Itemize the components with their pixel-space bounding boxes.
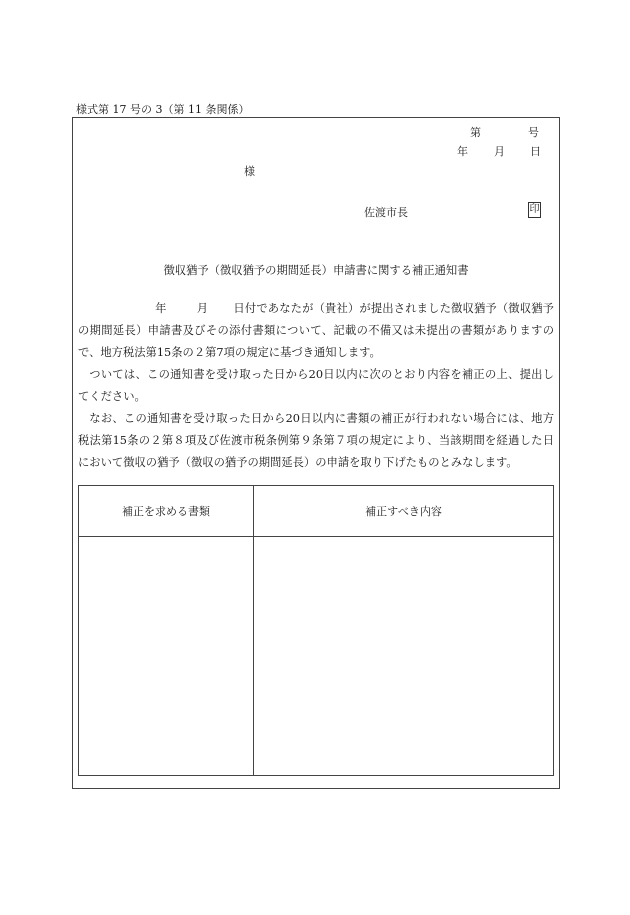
body-text <box>78 298 554 474</box>
cell-corrections[interactable] <box>254 537 554 776</box>
document-title: 徴収猶予（徴収猶予の期間延長）申請書に関する補正通知書 <box>163 264 469 277</box>
body-paragraph-1-rest: 予の期間延長）申請書及びその添付書類について、記載の不備又は未提出の書類がありますので、地方税法第15条の２第7項の規定に基づき通知します。 <box>78 302 554 359</box>
table-row <box>79 537 554 776</box>
date-day-label: 日 <box>530 145 541 158</box>
body-paragraph-3: なお、この通知書を受け取った日から20日以内に書類の補正が行われない場合には、地方税法第15条の２第８項及び佐渡市税条例第９条第７項の規定により、当該期間を経過した日において徴収の猶予（徴収の猶予の期間延長）の申請を取り下げたものとみなします。 <box>78 412 554 469</box>
cell-documents[interactable] <box>79 537 254 776</box>
issuer-name: 佐渡市長 <box>364 206 408 219</box>
form-number-label: 様式第 17 号の 3（第 11 条関係） <box>76 103 250 116</box>
body-paragraph-2: ついては、この通知書を受け取った日から20日以内に次のとおり内容を補正の上、提出してください。 <box>78 368 554 403</box>
header-corrections: 補正すべき内容 <box>254 486 554 537</box>
seal-mark: 印 <box>528 202 541 218</box>
body-paragraph-1 <box>78 298 554 364</box>
number-prefix: 第 <box>470 126 481 139</box>
date-month-label: 月 <box>494 145 505 158</box>
body-paragraph-1-lead: 日付であなたが（貴社）が提出されました徴収猶予（徴収猶 <box>233 302 543 315</box>
header-documents: 補正を求める書類 <box>79 486 254 537</box>
body-month-label: 月 <box>196 302 209 315</box>
table-header-row <box>79 486 554 537</box>
date-year-label: 年 <box>457 145 468 158</box>
body-year-label: 年 <box>155 302 167 315</box>
recipient-honorific: 様 <box>244 165 255 178</box>
number-suffix: 号 <box>528 126 539 139</box>
correction-table <box>78 485 554 776</box>
